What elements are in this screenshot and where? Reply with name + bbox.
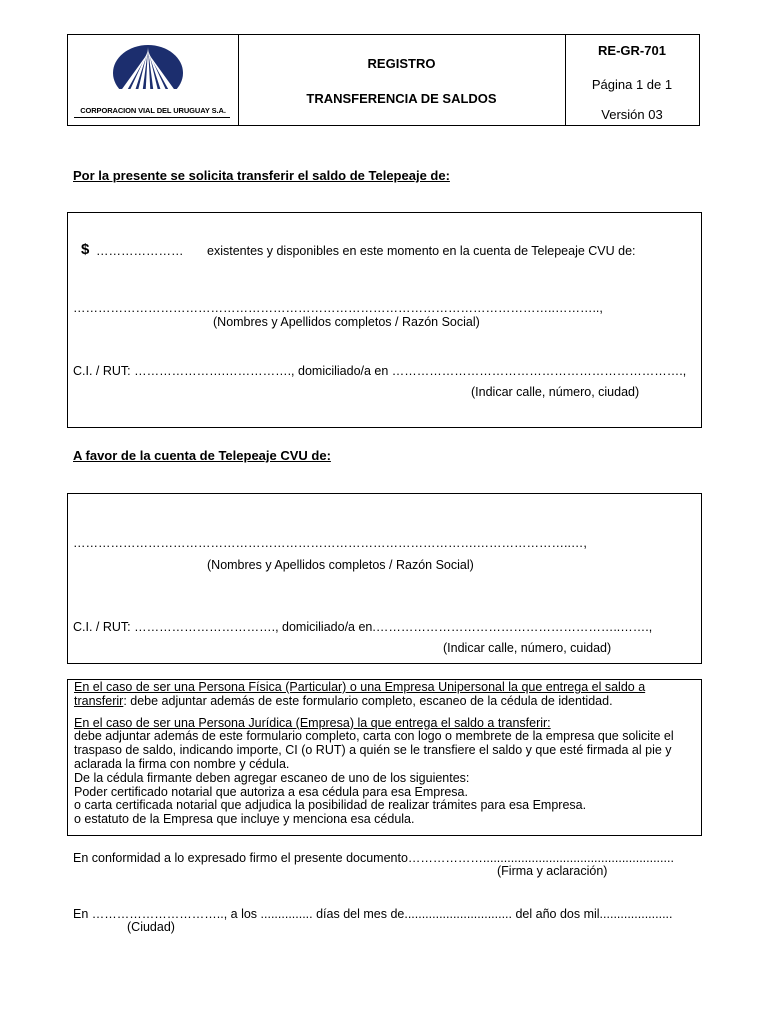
section-title-origin: Por la presente se solicita transferir el saldo de Telepeaje de:: [73, 168, 450, 183]
note-physical-person-line2: [74, 695, 695, 709]
note-line: Poder certificado notarial que autoriza a esa cédula para esa Empresa.: [74, 784, 468, 799]
note-physical-person-line1: En el caso de ser una Persona Física (Particular) o una Empresa Unipersonal la que entrega el saldo a: [74, 680, 646, 694]
amount-description: existentes y disponibles en este momento en la cuenta de Telepeaje CVU de:: [207, 244, 636, 258]
destination-address-hint: (Indicar calle, número, cuidad): [443, 641, 612, 655]
logo-cell: [68, 35, 239, 125]
signature-hint: (Firma y aclaración): [497, 864, 608, 878]
note-line: debe adjuntar además de este formulario completo, carta con logo o membrete de la empresa que solicite el: [74, 729, 674, 744]
origin-ci-address-line[interactable]: C.I. / RUT: ………………….……………., domiciliado/a en …………………………………………………………….,: [73, 364, 687, 378]
note-line: o estatuto de la Empresa que incluye y menciona esa cédula.: [74, 812, 415, 827]
document-version: Versión 03: [601, 107, 663, 122]
origin-address-hint: (Indicar calle, número, ciudad): [471, 385, 640, 399]
destination-account-box: [67, 493, 702, 664]
document-title: REGISTRO: [367, 56, 436, 71]
note-line: De la cédula firmante deben agregar escaneo de uno de los siguientes:: [74, 770, 470, 785]
logo-divider: [74, 117, 230, 118]
note-underlined-word: transferir: [74, 693, 124, 708]
cvu-logo: [108, 43, 188, 103]
page-number: Página 1 de 1: [591, 77, 673, 92]
destination-ci-address-line[interactable]: C.I. / RUT: ……………………………., domiciliado/a en.…………………………………………………..…….,: [73, 620, 653, 634]
meta-cell: [565, 35, 699, 125]
document-header: [67, 34, 700, 126]
requirements-notes: [67, 679, 702, 836]
city-hint: (Ciudad): [127, 920, 175, 934]
date-place-line[interactable]: En ………………………….., a los ............... días del mes de............................... del año dos mil.....................: [73, 907, 673, 921]
note-legal-entity-heading: En el caso de ser una Persona Jurídica (Empresa) la que entrega el saldo a transferir:: [74, 715, 551, 730]
note-line: traspaso de saldo, indicando importe, CI (o RUT) a quién se le transfiere el saldo y que esté firmada al pie y: [74, 743, 672, 758]
amount-blank[interactable]: …………………: [96, 244, 184, 258]
note-physical-person-rest: : debe adjuntar además de este formulario completo, escaneo de la cédula de identidad.: [123, 693, 613, 708]
destination-name-blank[interactable]: …………………………………………………………………………………….…………………..…,: [73, 536, 587, 550]
section-title-destination: A favor de la cuenta de Telepeaje CVU de:: [73, 448, 331, 463]
title-cell: [238, 35, 566, 125]
note-line: o carta certificada notarial que adjudica la posibilidad de realizar trámites para esa Empresa.: [74, 798, 587, 813]
currency-symbol: $: [81, 241, 90, 258]
signature-line[interactable]: En conformidad a lo expresado firmo el presente documento……………….......................................................: [73, 851, 674, 865]
origin-account-box: [67, 212, 702, 428]
destination-name-hint: (Nombres y Apellidos completos / Razón Social): [207, 558, 474, 572]
document-subtitle: TRANSFERENCIA DE SALDOS: [306, 91, 497, 106]
origin-name-hint: (Nombres y Apellidos completos / Razón Social): [213, 315, 480, 329]
document-code: RE-GR-701: [598, 43, 666, 58]
origin-name-blank[interactable]: ……………………………………………………………………………………………………..………..,: [73, 301, 603, 315]
org-name: CORPORACION VIAL DEL URUGUAY S.A.: [80, 106, 226, 115]
note-line: aclarada la firma con nombre y cédula.: [74, 756, 290, 771]
